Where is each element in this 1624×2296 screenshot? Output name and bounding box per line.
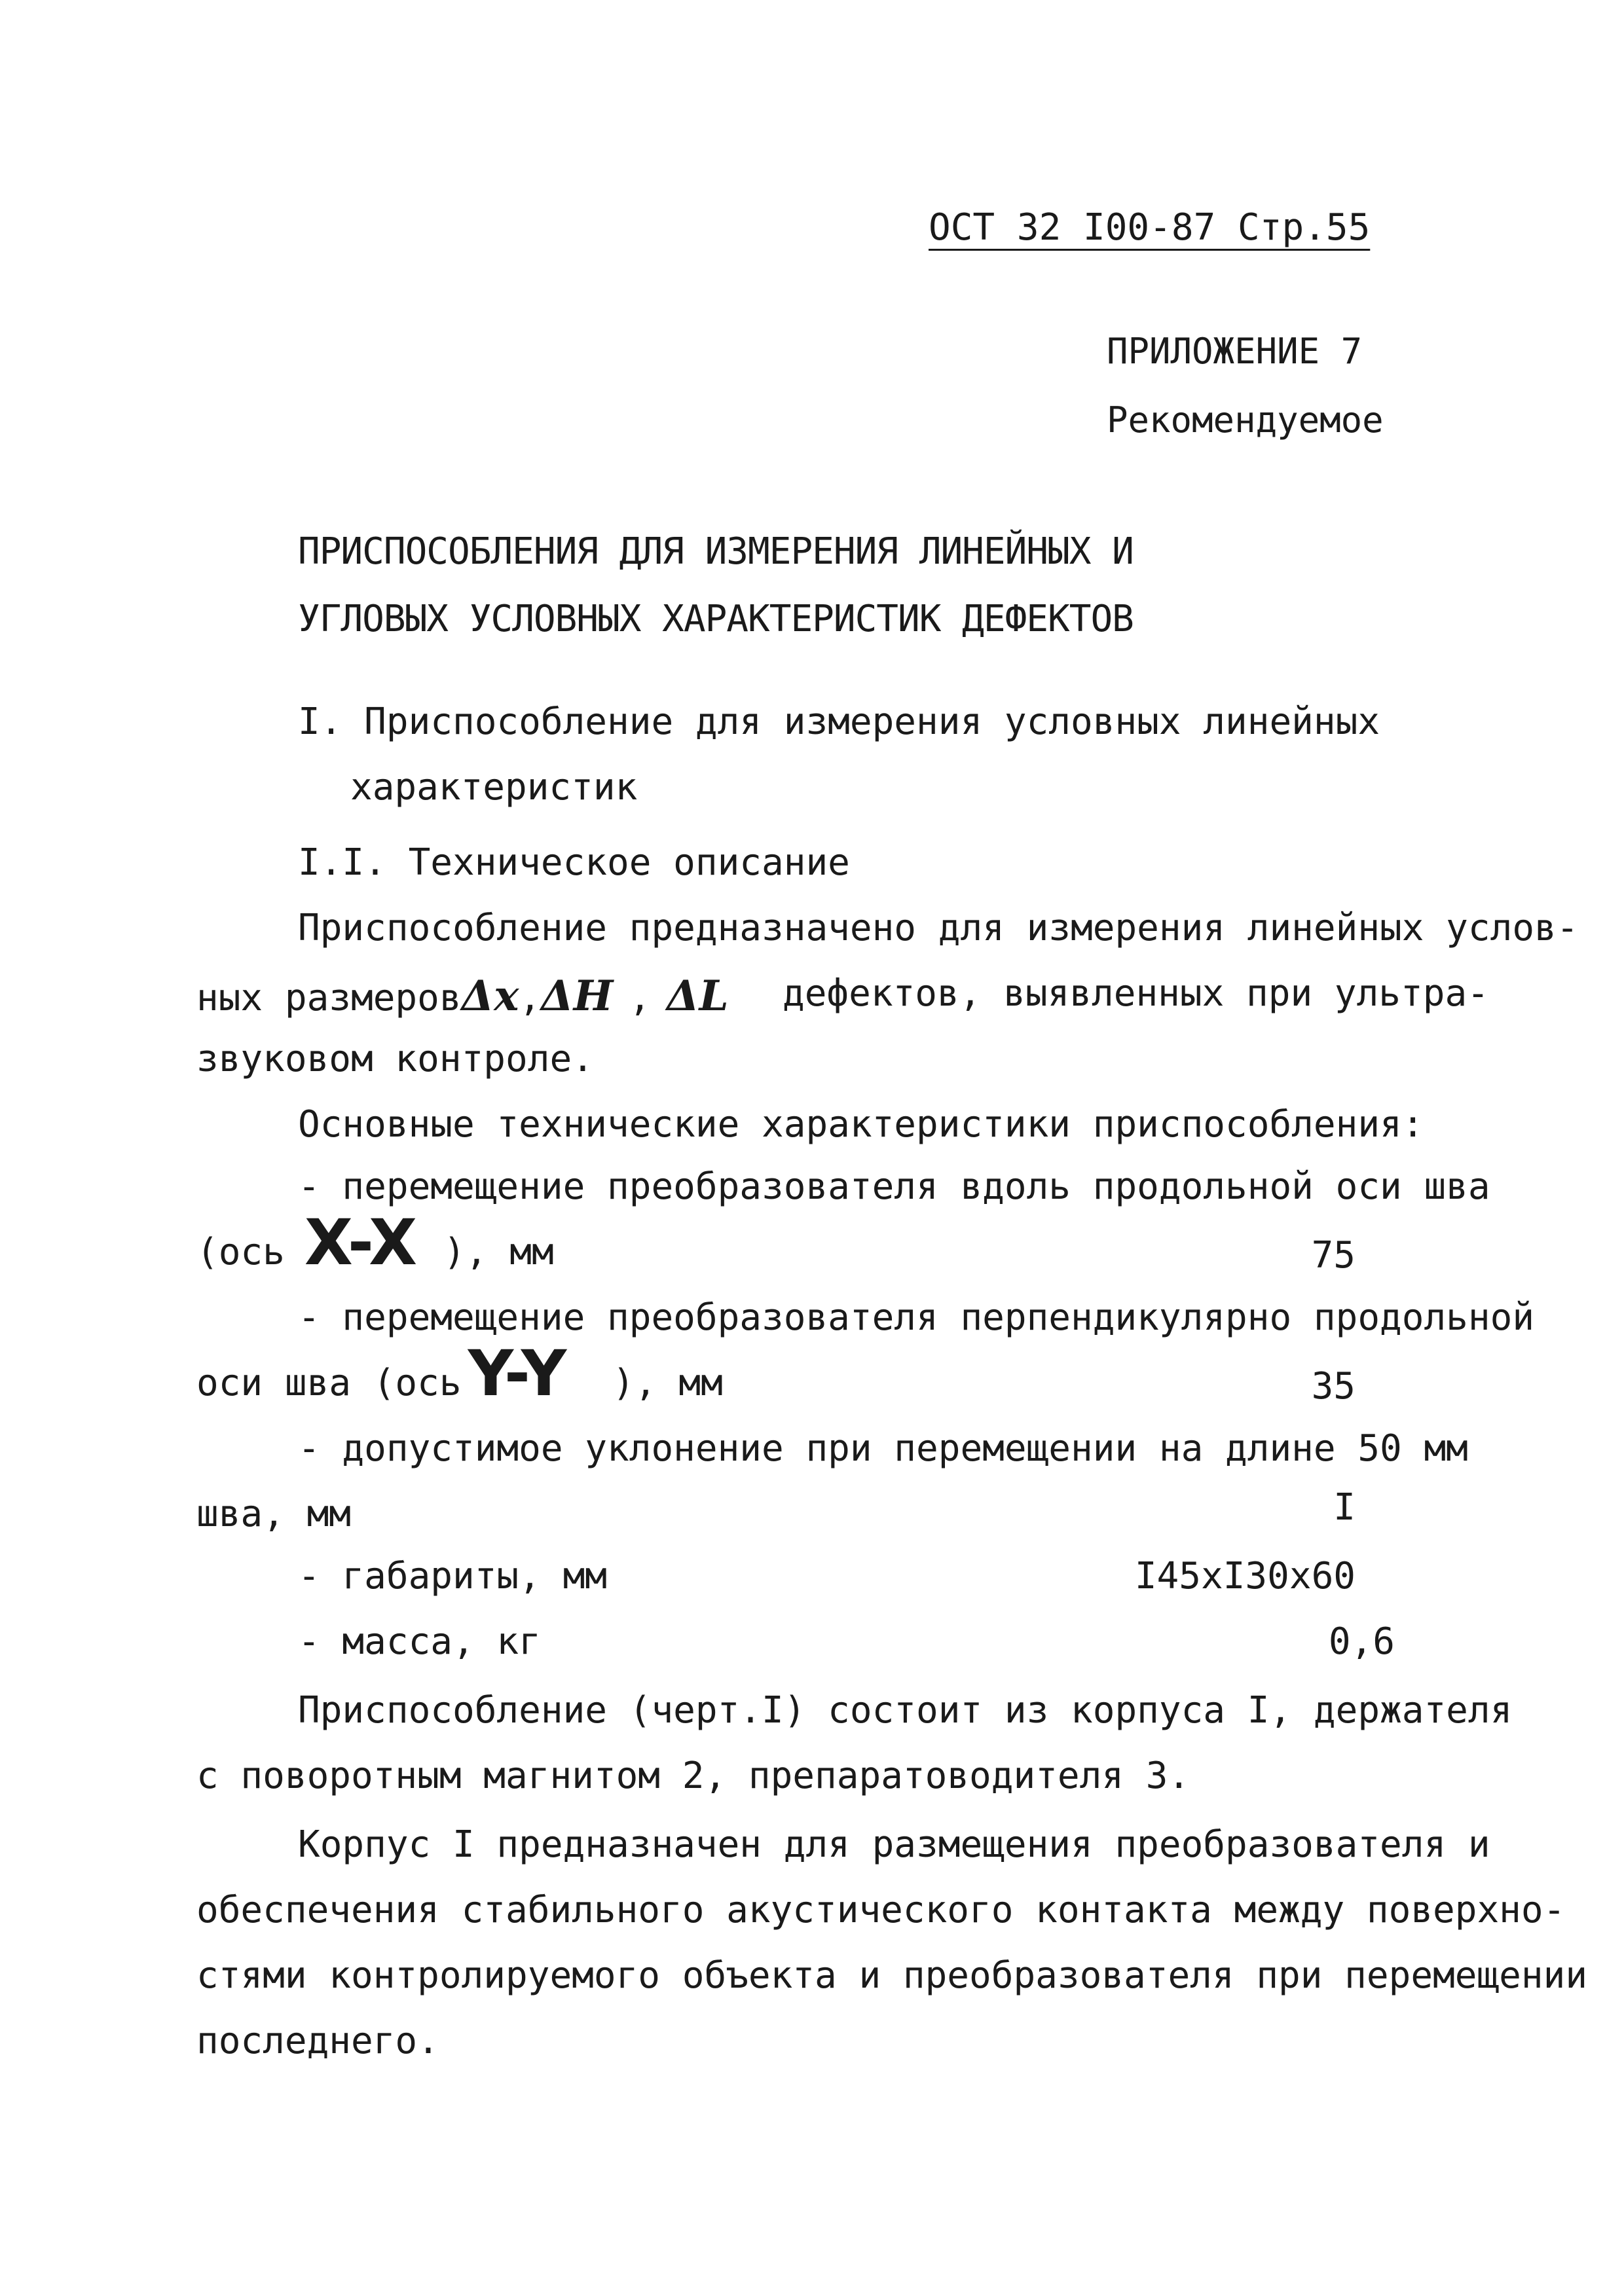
spec-1-line-1: - перемещение преобразователя вдоль продольной оси шва [298, 1165, 1490, 1208]
paragraph-3-line-3: стями контролируемого объекта и преобразователя при перемещении [196, 1954, 1588, 1997]
delta-h-symbol: ΔH [541, 972, 614, 1021]
spec-3-line-2: шва, мм [196, 1493, 352, 1535]
document-title-line-1: ПРИСПОСОБЛЕНИЯ ДЛЯ ИЗМЕРЕНИЯ ЛИНЕЙНЫХ И [298, 530, 1134, 573]
paragraph-1-line-2 [196, 972, 729, 1021]
spec-1-value: 75 [1311, 1234, 1356, 1277]
appendix-status: Рекомендуемое [1107, 399, 1384, 441]
spec-3-line-1: - допустимое уклонение при перемещении на длине 50 мм [298, 1427, 1468, 1470]
spec-1-suffix: ), мм [443, 1231, 554, 1273]
appendix-label: ПРИЛОЖЕНИЕ 7 [1107, 331, 1363, 372]
spec-2-line-2 [196, 1337, 723, 1410]
paragraph-2-line-1: Приспособление (черт.I) состоит из корпуса I, держателя [298, 1689, 1513, 1732]
axis-x-label: X-X [304, 1206, 418, 1279]
spec-1-prefix: (ось [196, 1231, 285, 1273]
delta-x-symbol: Δx [461, 972, 519, 1021]
spec-2-suffix: ), мм [612, 1362, 723, 1404]
paragraph-1-line-3: звуковом контроле. [196, 1038, 594, 1080]
document-reference: ОСТ 32 I00-87 Стр.55 [929, 206, 1371, 249]
paragraph-3-line-1: Корпус I предназначен для размещения преобразователя и [298, 1823, 1490, 1866]
delta-l-symbol: ΔL [666, 972, 729, 1021]
paragraph-2-line-2: с поворотным магнитом 2, препаратоводителя 3. [196, 1755, 1190, 1797]
spec-4-value: I45xI30x60 [1134, 1555, 1356, 1597]
paragraph-3-line-4: последнего. [196, 2020, 439, 2062]
document-title-line-2: УГЛОВЫХ УСЛОВНЫХ ХАРАКТЕРИСТИК ДЕФЕКТОВ [298, 598, 1134, 640]
spec-3-value: I [1333, 1486, 1356, 1529]
paragraph-1-line-2-prefix: ных размеров [196, 977, 462, 1019]
section-1-heading-line-1: I. Приспособление для измерения условных линейных [298, 701, 1380, 743]
paragraph-1-line-1: Приспособление предназначено для измерения линейных услов- [298, 907, 1579, 949]
spec-2-line-1: - перемещение преобразователя перпендикулярно продольной [298, 1296, 1535, 1339]
paragraph-3-line-2: обеспечения стабильного акустического контакта между поверхно- [196, 1889, 1566, 1931]
spec-5-label: - масса, кг [298, 1620, 541, 1663]
spec-2-prefix: оси шва (ось [196, 1362, 462, 1404]
spec-1-line-2 [196, 1206, 554, 1279]
separator: , [629, 977, 651, 1019]
subsection-heading: I.I. Техническое описание [298, 841, 850, 884]
spec-2-value: 35 [1311, 1365, 1356, 1408]
section-1-heading-line-2: характеристик [350, 766, 638, 809]
spec-5-value: 0,6 [1328, 1620, 1395, 1663]
specs-intro: Основные технические характеристики приспособления: [298, 1103, 1424, 1146]
paragraph-1-line-2-suffix: дефектов, выявленных при ультра- [783, 972, 1489, 1015]
separator: , [519, 977, 542, 1019]
spec-4-label: - габариты, мм [298, 1555, 608, 1597]
axis-y-label: Y-Y [468, 1337, 567, 1410]
